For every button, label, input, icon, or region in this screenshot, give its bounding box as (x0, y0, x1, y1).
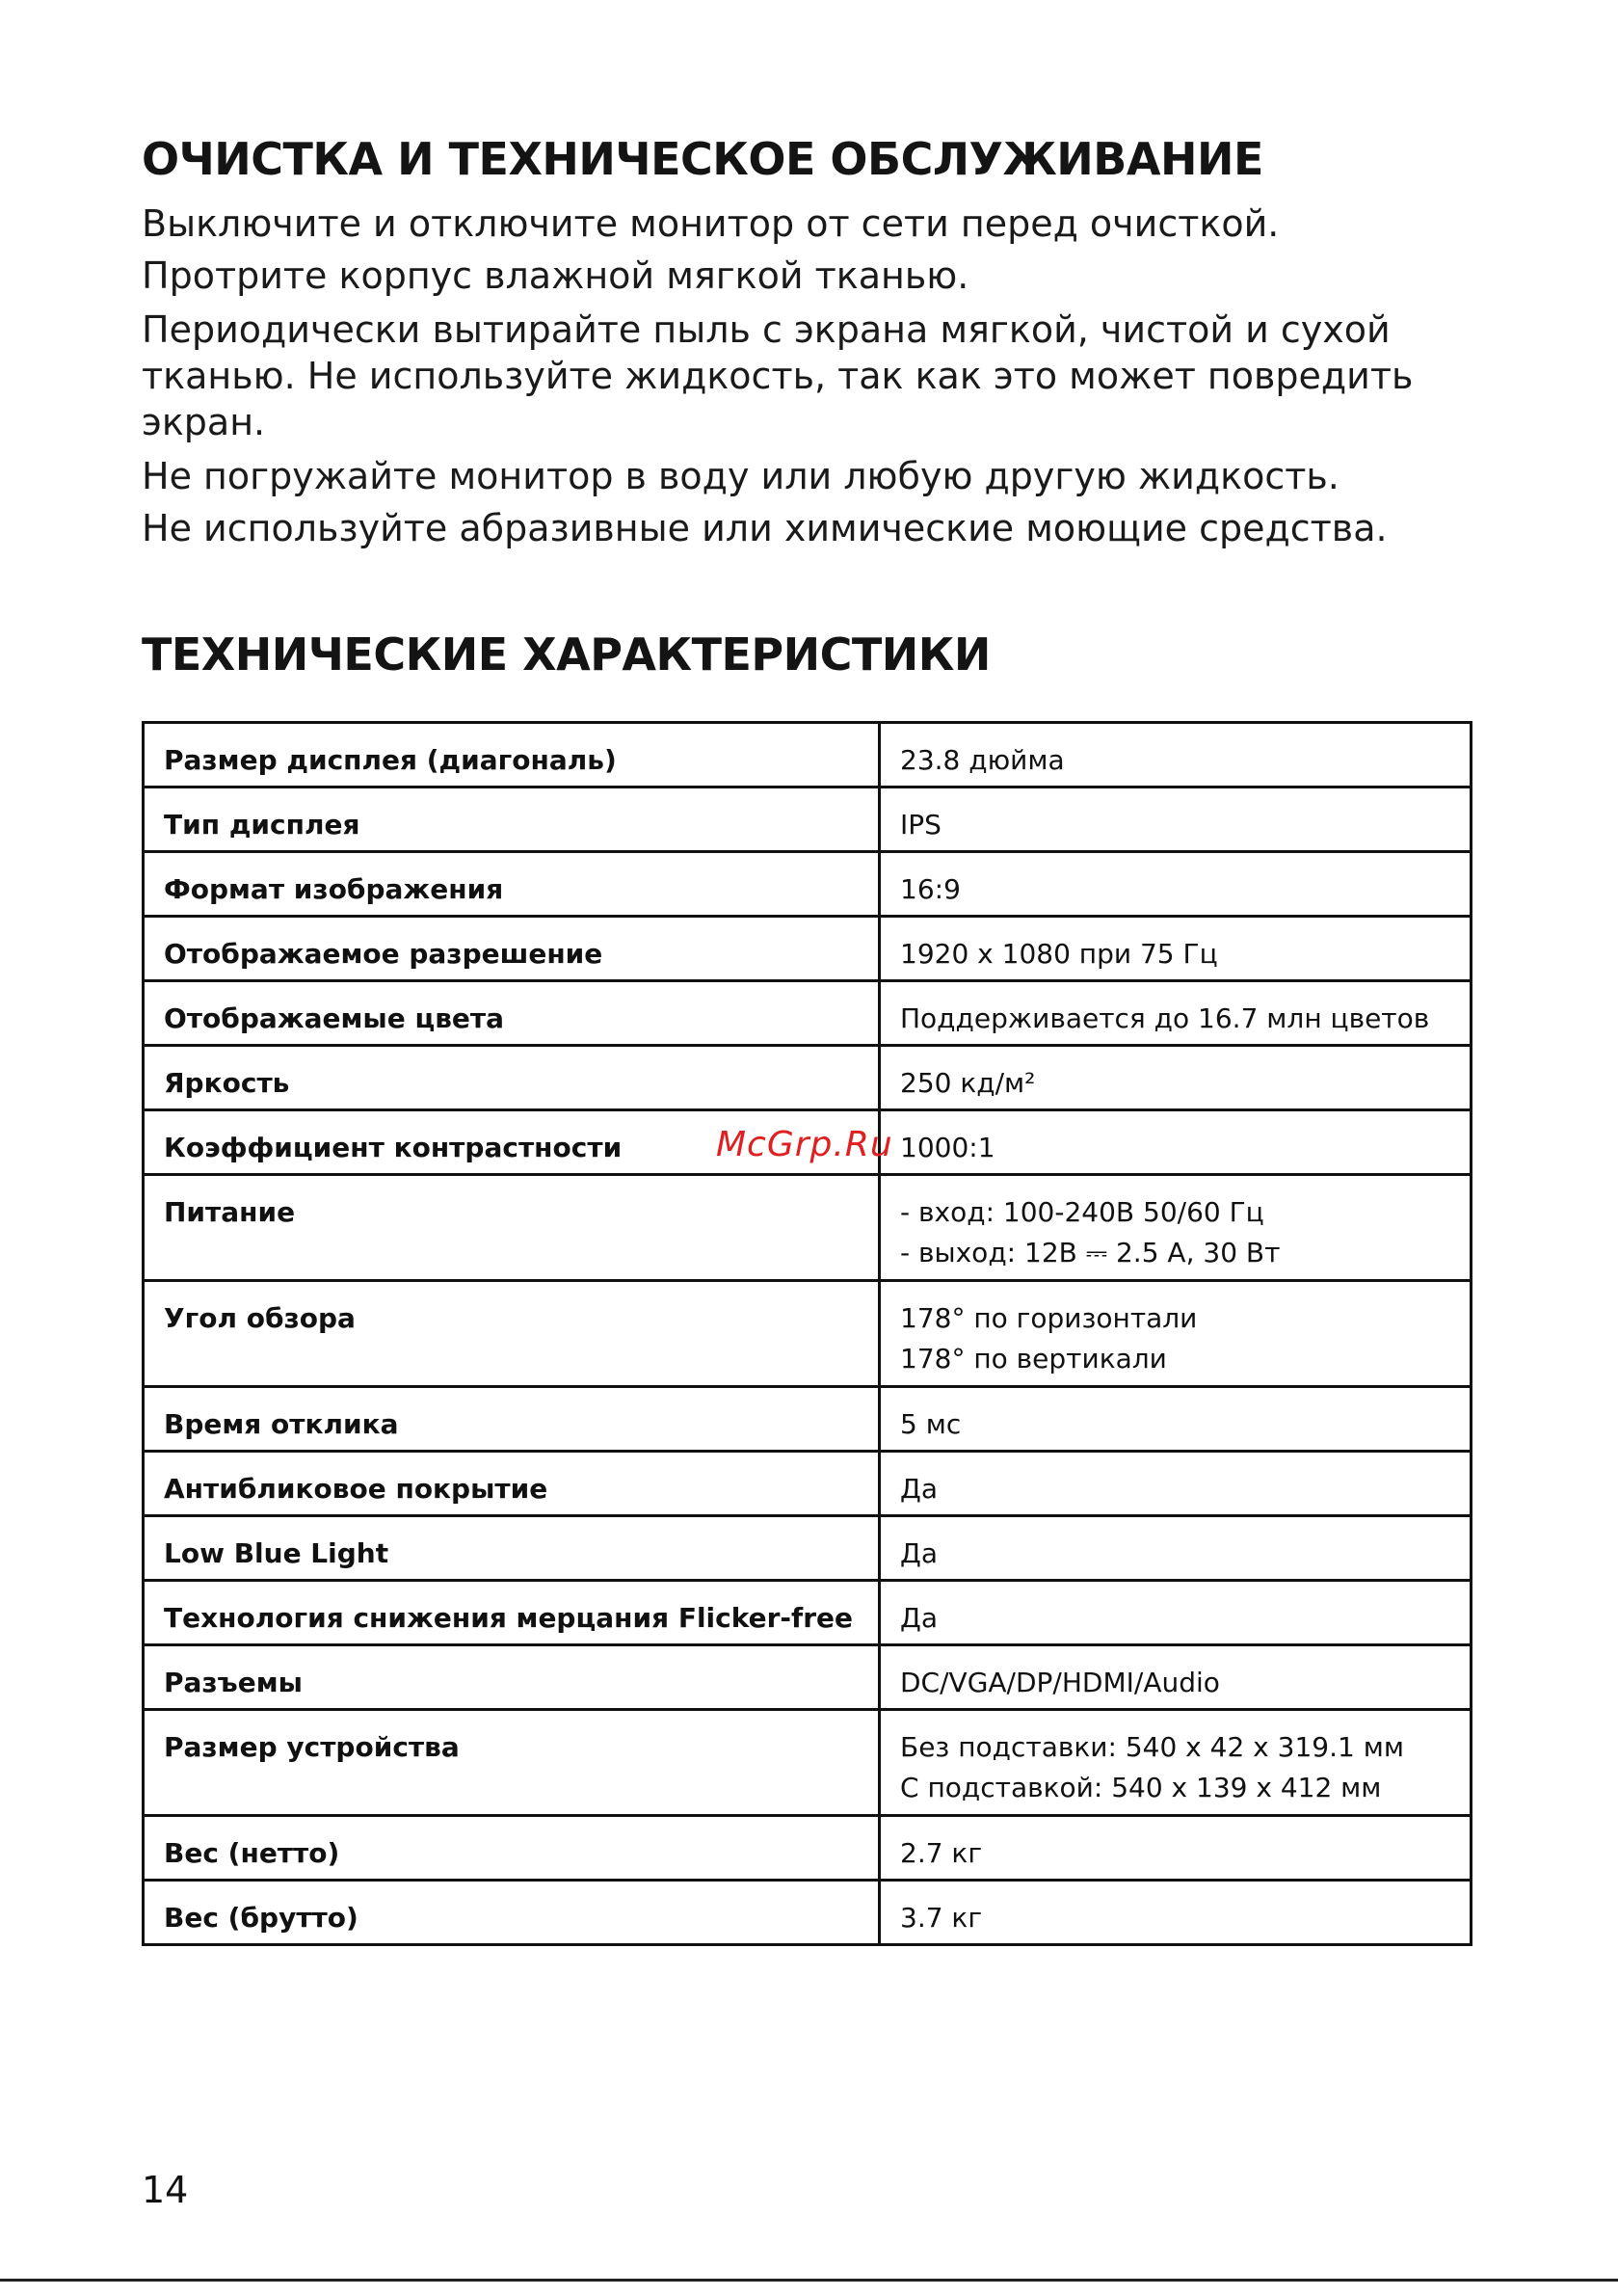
table-row (144, 1581, 1472, 1645)
watermark: McGrp.Ru (716, 1125, 893, 1164)
spec-label: Вес (нетто) (144, 1816, 880, 1881)
spec-label: Отображаемое разрешение (144, 917, 880, 981)
spec-label: Время отклика (144, 1387, 880, 1452)
specs-table (142, 721, 1472, 1946)
spec-label: Размер устройства (144, 1710, 880, 1816)
table-row (144, 788, 1472, 852)
spec-value-line: 178° по вертикали (900, 1343, 1167, 1375)
cleaning-paragraph: Не используйте абразивные или химические моющие средства. (142, 507, 1388, 549)
spec-value: IPS (880, 788, 1472, 852)
table-row (144, 1452, 1472, 1516)
table-row (144, 1516, 1472, 1581)
spec-value: 23.8 дюйма (880, 723, 1472, 788)
bottom-divider (0, 2279, 1618, 2282)
cleaning-section-title: ОЧИСТКА И ТЕХНИЧЕСКОЕ ОБСЛУЖИВАНИЕ (142, 133, 1263, 185)
spec-value: 16:9 (880, 852, 1472, 917)
spec-value: Да (880, 1516, 1472, 1581)
spec-label: Тип дисплея (144, 788, 880, 852)
spec-label: Яркость (144, 1046, 880, 1110)
spec-label: Питание (144, 1175, 880, 1281)
spec-label: Коэффициент контрастности (144, 1110, 880, 1175)
table-row (144, 1175, 1472, 1281)
table-row (144, 1387, 1472, 1452)
spec-value: Да (880, 1452, 1472, 1516)
spec-value-line: - вход: 100-240В 50/60 Гц (900, 1196, 1264, 1228)
spec-value-line: 178° по горизонтали (900, 1302, 1198, 1334)
table-row (144, 852, 1472, 917)
spec-value-line: Без подставки: 540 x 42 x 319.1 мм (900, 1731, 1404, 1763)
spec-value: 2.7 кг (880, 1816, 1472, 1881)
table-row (144, 1046, 1472, 1110)
spec-value: 250 кд/м² (880, 1046, 1472, 1110)
spec-value: DC/VGA/DP/HDMI/Audio (880, 1645, 1472, 1710)
spec-value: 3.7 кг (880, 1881, 1472, 1945)
spec-label: Формат изображения (144, 852, 880, 917)
table-row (144, 917, 1472, 981)
spec-value (880, 1710, 1472, 1816)
table-row (144, 1645, 1472, 1710)
page-number: 14 (142, 2169, 189, 2211)
cleaning-paragraph: Не погружайте монитор в воду или любую другую жидкость. (142, 455, 1339, 497)
spec-label: Вес (брутто) (144, 1881, 880, 1945)
spec-label: Low Blue Light (144, 1516, 880, 1581)
cleaning-paragraph: Выключите и отключите монитор от сети перед очисткой. (142, 202, 1280, 245)
spec-value-line: С подставкой: 540 x 139 x 412 мм (900, 1772, 1382, 1803)
table-row (144, 1816, 1472, 1881)
table-row (144, 1281, 1472, 1387)
table-row (144, 723, 1472, 788)
spec-label: Антибликовое покрытие (144, 1452, 880, 1516)
spec-value: Да (880, 1581, 1472, 1645)
table-row (144, 981, 1472, 1046)
spec-value: 1920 x 1080 при 75 Гц (880, 917, 1472, 981)
spec-label: Технология снижения мерцания Flicker-free (144, 1581, 880, 1645)
spec-label: Разъемы (144, 1645, 880, 1710)
cleaning-paragraph: Периодически вытирайте пыль с экрана мягкой, чистой и сухой тканью. Не используйте жидкость, так как это может повредить экран. (142, 308, 1414, 443)
spec-label: Размер дисплея (диагональ) (144, 723, 880, 788)
spec-value: 5 мс (880, 1387, 1472, 1452)
spec-label: Угол обзора (144, 1281, 880, 1387)
cleaning-paragraph: Протрите корпус влажной мягкой тканью. (142, 254, 969, 297)
table-row (144, 1881, 1472, 1945)
spec-value (880, 1281, 1472, 1387)
spec-value (880, 1175, 1472, 1281)
specs-section-title: ТЕХНИЧЕСКИЕ ХАРАКТЕРИСТИКИ (142, 628, 991, 681)
spec-value: Поддерживается до 16.7 млн цветов (880, 981, 1472, 1046)
spec-value: 1000:1 (880, 1110, 1472, 1175)
spec-value-line: - выход: 12В ⎓ 2.5 А, 30 Вт (900, 1237, 1281, 1268)
spec-label: Отображаемые цвета (144, 981, 880, 1046)
table-row (144, 1710, 1472, 1816)
